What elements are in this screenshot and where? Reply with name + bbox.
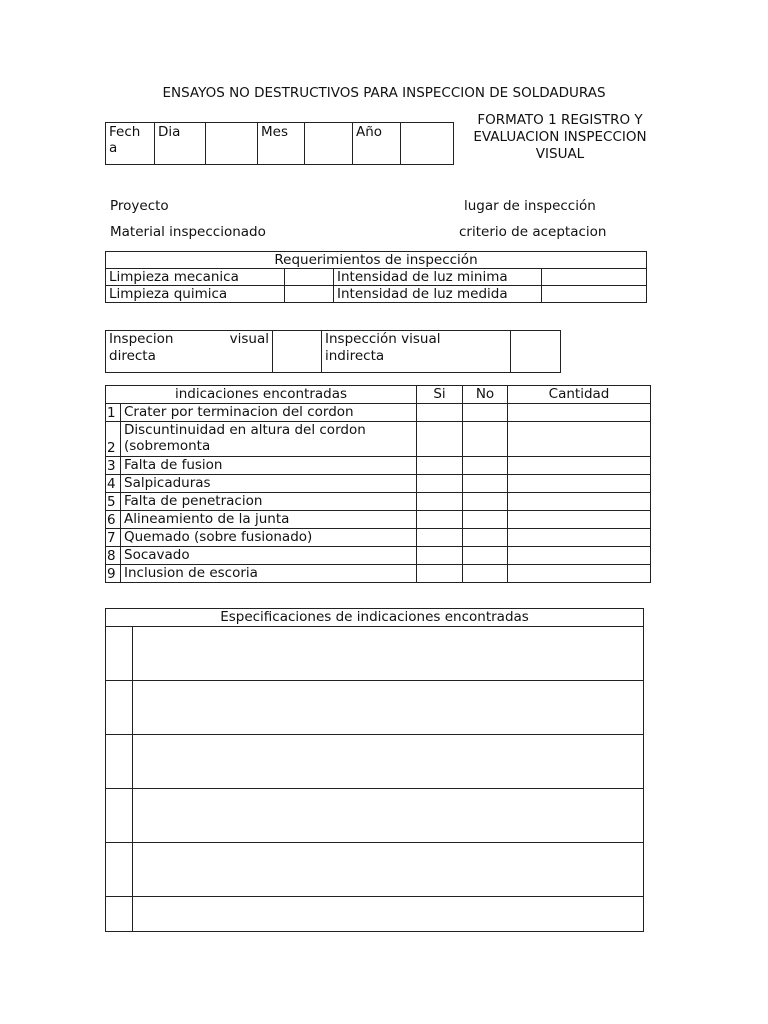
- row-number: 6: [106, 511, 121, 529]
- table-row: [106, 529, 651, 547]
- cantidad-cell[interactable]: [508, 404, 651, 422]
- table-row: [106, 511, 651, 529]
- row-number: 5: [106, 493, 121, 511]
- indication-label: Crater por terminacion del cordon: [121, 404, 417, 422]
- cantidad-header: Cantidad: [508, 386, 651, 404]
- material-inspeccionado-label: Material inspeccionado: [110, 224, 266, 240]
- row-number: 2: [106, 422, 121, 457]
- table-row: [106, 286, 647, 303]
- no-cell[interactable]: [463, 493, 508, 511]
- specification-number-cell[interactable]: [106, 897, 133, 932]
- requirement-label: Intensidad de luz minima: [334, 269, 542, 286]
- no-cell[interactable]: [463, 511, 508, 529]
- mes-label: Mes: [258, 123, 305, 165]
- no-cell[interactable]: [463, 529, 508, 547]
- cantidad-cell[interactable]: [508, 511, 651, 529]
- inspeccion-directa-label: Inspecion visual directa: [106, 331, 273, 373]
- format-title: [462, 112, 658, 163]
- requirement-label: Limpieza mecanica: [106, 269, 285, 286]
- table-row: [106, 627, 644, 681]
- specification-number-cell[interactable]: [106, 735, 133, 789]
- requirements-header: Requerimientos de inspección: [106, 252, 647, 269]
- specification-text-cell[interactable]: [133, 735, 644, 789]
- format-title-line: FORMATO 1 REGISTRO Y: [477, 112, 643, 128]
- si-cell[interactable]: [417, 475, 463, 493]
- cantidad-cell[interactable]: [508, 493, 651, 511]
- cantidad-cell[interactable]: [508, 565, 651, 583]
- no-cell[interactable]: [463, 565, 508, 583]
- row-number: 9: [106, 565, 121, 583]
- si-cell[interactable]: [417, 422, 463, 457]
- requirement-label: Intensidad de luz medida: [334, 286, 542, 303]
- no-cell[interactable]: [463, 547, 508, 565]
- cantidad-cell[interactable]: [508, 457, 651, 475]
- table-row: [106, 565, 651, 583]
- indication-label: Falta de fusion: [121, 457, 417, 475]
- row-number: 3: [106, 457, 121, 475]
- proyecto-label: Proyecto: [110, 198, 169, 214]
- table-row: [106, 735, 644, 789]
- table-row: [106, 269, 647, 286]
- specification-number-cell[interactable]: [106, 843, 133, 897]
- requirement-value-cell[interactable]: [285, 269, 334, 286]
- date-table: [105, 122, 454, 165]
- document-title: ENSAYOS NO DESTRUCTIVOS PARA INSPECCION DE SOLDADURAS: [162, 85, 606, 101]
- no-cell[interactable]: [463, 422, 508, 457]
- table-row: [106, 422, 651, 457]
- indications-header: indicaciones encontradas: [106, 386, 417, 404]
- row-number: 8: [106, 547, 121, 565]
- table-row: [106, 493, 651, 511]
- requirement-value-cell[interactable]: [285, 286, 334, 303]
- cantidad-cell[interactable]: [508, 547, 651, 565]
- table-row: [106, 547, 651, 565]
- specification-number-cell[interactable]: [106, 789, 133, 843]
- si-cell[interactable]: [417, 565, 463, 583]
- specification-text-cell[interactable]: [133, 843, 644, 897]
- requirement-value-cell[interactable]: [542, 286, 647, 303]
- si-cell[interactable]: [417, 457, 463, 475]
- mes-value-cell[interactable]: [305, 123, 353, 165]
- dia-value-cell[interactable]: [206, 123, 258, 165]
- table-row: [106, 681, 644, 735]
- specification-text-cell[interactable]: [133, 897, 644, 932]
- row-number: 4: [106, 475, 121, 493]
- anio-label: Año: [353, 123, 401, 165]
- format-title-line: EVALUACION INSPECCION: [473, 129, 647, 145]
- si-cell[interactable]: [417, 529, 463, 547]
- inspeccion-indirecta-label: Inspección visual indirecta: [322, 331, 511, 373]
- indications-table: [105, 385, 651, 583]
- requirement-label: Limpieza quimica: [106, 286, 285, 303]
- row-number: 7: [106, 529, 121, 547]
- requirement-value-cell[interactable]: [542, 269, 647, 286]
- inspeccion-directa-check-cell[interactable]: [273, 331, 322, 373]
- format-title-line: VISUAL: [535, 146, 585, 162]
- inspeccion-indirecta-check-cell[interactable]: [511, 331, 561, 373]
- no-cell[interactable]: [463, 404, 508, 422]
- indication-label: Quemado (sobre fusionado): [121, 529, 417, 547]
- table-row: [106, 789, 644, 843]
- specification-number-cell[interactable]: [106, 681, 133, 735]
- si-cell[interactable]: [417, 493, 463, 511]
- no-cell[interactable]: [463, 457, 508, 475]
- criterio-aceptacion-label: criterio de aceptacion: [459, 224, 607, 240]
- si-header: Si: [417, 386, 463, 404]
- indication-label: Socavado: [121, 547, 417, 565]
- specification-text-cell[interactable]: [133, 789, 644, 843]
- specification-text-cell[interactable]: [133, 681, 644, 735]
- indication-label: Salpicaduras: [121, 475, 417, 493]
- no-header: No: [463, 386, 508, 404]
- si-cell[interactable]: [417, 404, 463, 422]
- cantidad-cell[interactable]: [508, 422, 651, 457]
- cantidad-cell[interactable]: [508, 529, 651, 547]
- si-cell[interactable]: [417, 511, 463, 529]
- table-row: [106, 475, 651, 493]
- lugar-inspeccion-label: lugar de inspección: [464, 198, 596, 214]
- row-number: 1: [106, 404, 121, 422]
- visual-inspection-table: [105, 330, 561, 373]
- specifications-header: Especificaciones de indicaciones encontradas: [106, 609, 644, 627]
- cantidad-cell[interactable]: [508, 475, 651, 493]
- dia-label: Dia: [155, 123, 206, 165]
- fecha-label: Fech a: [106, 123, 155, 165]
- specification-number-cell[interactable]: [106, 627, 133, 681]
- table-row: [106, 897, 644, 932]
- indication-label: Falta de penetracion: [121, 493, 417, 511]
- si-cell[interactable]: [417, 547, 463, 565]
- requirements-table: [105, 251, 647, 303]
- table-row: [106, 843, 644, 897]
- no-cell[interactable]: [463, 475, 508, 493]
- indication-label: Alineamiento de la junta: [121, 511, 417, 529]
- specification-text-cell[interactable]: [133, 627, 644, 681]
- anio-value-cell[interactable]: [401, 123, 454, 165]
- specifications-table: [105, 608, 644, 932]
- indication-label: Discuntinuidad en altura del cordon (sobremonta: [121, 422, 417, 457]
- table-row: [106, 457, 651, 475]
- table-row: [106, 404, 651, 422]
- indication-label: Inclusion de escoria: [121, 565, 417, 583]
